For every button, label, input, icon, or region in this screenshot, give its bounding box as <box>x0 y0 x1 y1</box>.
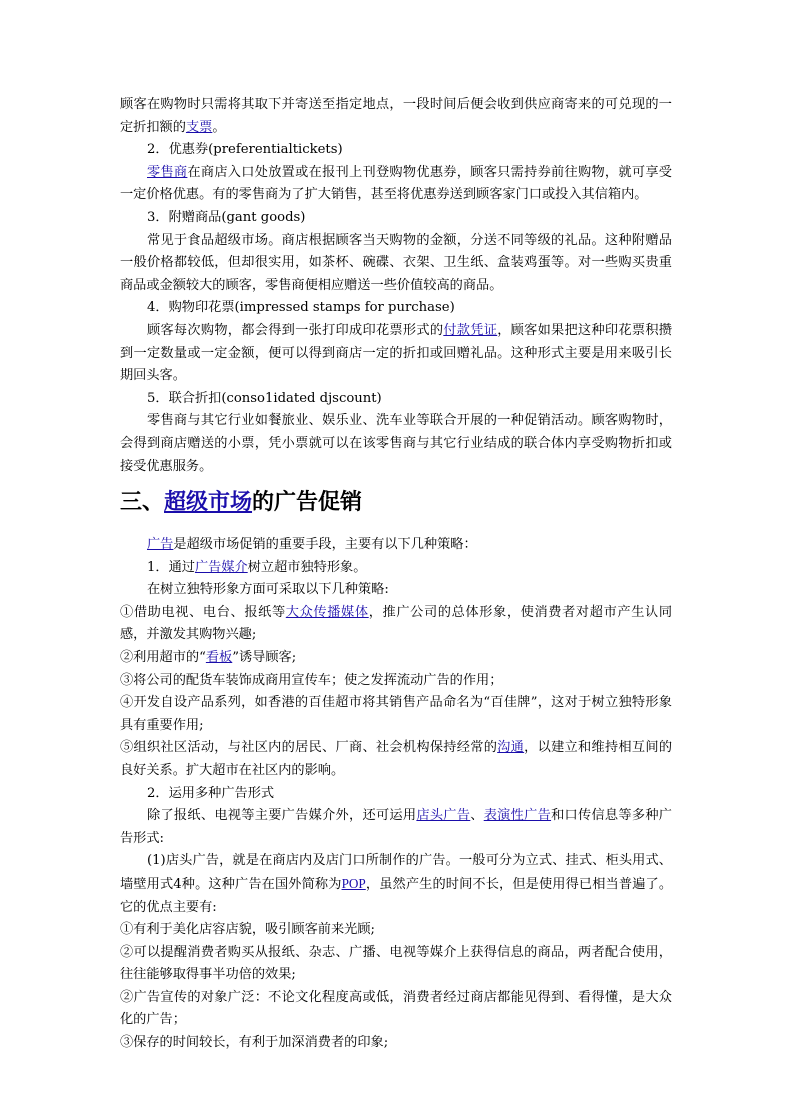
heading-stamps: 4．购物印花票(impressed stamps for purchase) <box>147 300 455 316</box>
advantage-item-4: ③保存的时间较长，有利于加深消费者的印象; <box>120 1035 389 1051</box>
advantage-item-2: ②可以提醒消费者购买从报纸、杂志、广播、电视等媒介上获得信息的商品，两者配合使用，往往能够取得事半功倍的效果; <box>120 944 672 983</box>
strategy-1-lead: 在树立独特形象方面可采取以下几种策略: <box>147 582 389 598</box>
text: 。 <box>212 119 226 135</box>
text: ，推广公司的总体形象，使消费者对超市产生认同感，并激发其购物兴趣; <box>120 604 673 643</box>
paragraph-coupons <box>120 162 672 207</box>
text: 顾客每次购物，都会得到一张打印成印花票形式的 <box>147 322 444 338</box>
link-store-ads[interactable]: 店头广告 <box>416 808 471 824</box>
link-performance-ads[interactable]: 表演性广告 <box>483 808 552 824</box>
text: 、 <box>470 808 484 824</box>
text: 三、 <box>120 490 165 515</box>
paragraph-gift-goods: 常见于食品超级市场。商店根据顾客当天购物的金额，分送不同等级的礼品。这种附赠品一般价格都较低，但却很实用，如茶杯、碗碟、衣架、卫生纸、盒装鸡蛋等。对一些购买贵重商品或金额较大的顾客，零售商便相应赠送一些价值较高的商品。 <box>120 232 672 293</box>
link-communication[interactable]: 沟通 <box>497 740 525 756</box>
text: 和口传信息等多种广告形式: <box>120 808 672 846</box>
text: 1．通过 <box>147 559 195 575</box>
text: 树立超市独特形象。 <box>247 559 367 575</box>
section-heading-block <box>120 488 672 518</box>
link-retailer[interactable]: 零售商 <box>147 164 188 180</box>
strategy-1-heading <box>120 557 672 580</box>
text: 的广告促销 <box>252 490 363 515</box>
text: ，顾客如果把这种印花票积攒到一定数量或一定金额，便可以得到商店一定的折扣或回赠礼品。这种形式主要是用来吸引长期回头客。 <box>120 322 672 384</box>
link-cheque[interactable]: 支票 <box>185 119 213 135</box>
link-pop[interactable]: POP <box>341 875 366 891</box>
heading-joint-discount: 5．联合折扣(conso1idated djscount) <box>147 390 382 406</box>
strategy-2-paragraph <box>120 805 672 850</box>
text: ⑤组织社区活动，与社区内的居民、厂商、社会机构保持经常的 <box>120 740 498 756</box>
pop-paragraph <box>120 850 672 919</box>
text: ”诱导顾客; <box>232 649 297 665</box>
link-ad-media[interactable]: 广告媒介 <box>194 559 248 575</box>
list-item-private-label: ④开发自设产品系列，如香港的百佳超市将其销售产品命名为“百佳牌”，这对于树立独特形象具有重要作用; <box>120 695 672 733</box>
heading-coupons: 2．优惠券(preferentialtickets) <box>147 142 343 158</box>
link-advertising[interactable]: 广告 <box>147 537 174 552</box>
text: ，虽然产生的时间不长，但是使用得已相当普遍了。它的优点主要有: <box>120 876 673 915</box>
text: ②利用超市的“ <box>120 649 206 665</box>
text: ①借助电视、电台、报纸等 <box>120 604 286 620</box>
list-item-community <box>120 737 672 782</box>
body-section <box>120 534 672 1055</box>
paragraph-coupon-rebate <box>120 94 672 139</box>
paragraph-intro <box>120 534 672 557</box>
text: 除了报纸、电视等主要广告媒介外，还可运用 <box>147 808 417 824</box>
text: (1)店头广告，就是在商店内及店门口所制作的广告。一般可分为立式、挂式、柜头用式、墙壁用式4种。这种广告在国外简称为 <box>120 853 672 892</box>
list-item-delivery-truck: ③将公司的配货车装饰成商用宣传车；使之发挥流动广告的作用； <box>120 672 503 688</box>
section-title <box>120 488 672 518</box>
text: 顾客在购物时只需将其取下并寄送至指定地点，一段时间后便会收到供应商寄来的可兑现的一定折扣额的 <box>120 97 672 135</box>
advantage-item-3: ②广告宣传的对象广泛：不论文化程度高或低，消费者经过商店都能见得到、看得懂，是大众化的广告； <box>120 989 672 1028</box>
text: 在商店入口处放置或在报刊上刊登购物优惠券，顾客只需持券前往购物，就可享受一定价格优惠。有的零售商为了扩大销售，甚至将优惠券送到顾客家门口或投入其信箱内。 <box>120 164 672 203</box>
heading-gift-goods: 3．附赠商品(gant goods) <box>147 209 306 225</box>
advantage-item-1: ①有利于美化店容店貌，吸引顾客前来光顾; <box>120 922 376 938</box>
link-billboard[interactable]: 看板 <box>205 649 233 665</box>
paragraph-joint-discount: 零售商与其它行业如餐旅业、娱乐业、洗车业等联合开展的一种促销活动。顾客购物时，会得到商店赠送的小票，凭小票就可以在该零售商与其它行业结成的联合体内享受购物折扣或接受优惠服务。 <box>120 413 672 474</box>
text: 是超级市场促销的重要手段，主要有以下几种策略： <box>173 537 477 552</box>
link-mass-media[interactable]: 大众传播媒体 <box>285 604 369 620</box>
strategy-2-heading: 2．运用多种广告形式 <box>147 785 275 801</box>
link-payment-voucher[interactable]: 付款凭证 <box>443 322 498 338</box>
list-item-mass-media <box>120 602 672 647</box>
paragraph-stamps <box>120 320 672 388</box>
top-section <box>120 94 672 478</box>
text: ，以建立和维持相互间的良好关系。扩大超市在社区内的影响。 <box>120 740 673 778</box>
link-supermarket[interactable]: 超级市场 <box>164 490 253 515</box>
list-item-billboard <box>120 647 672 670</box>
